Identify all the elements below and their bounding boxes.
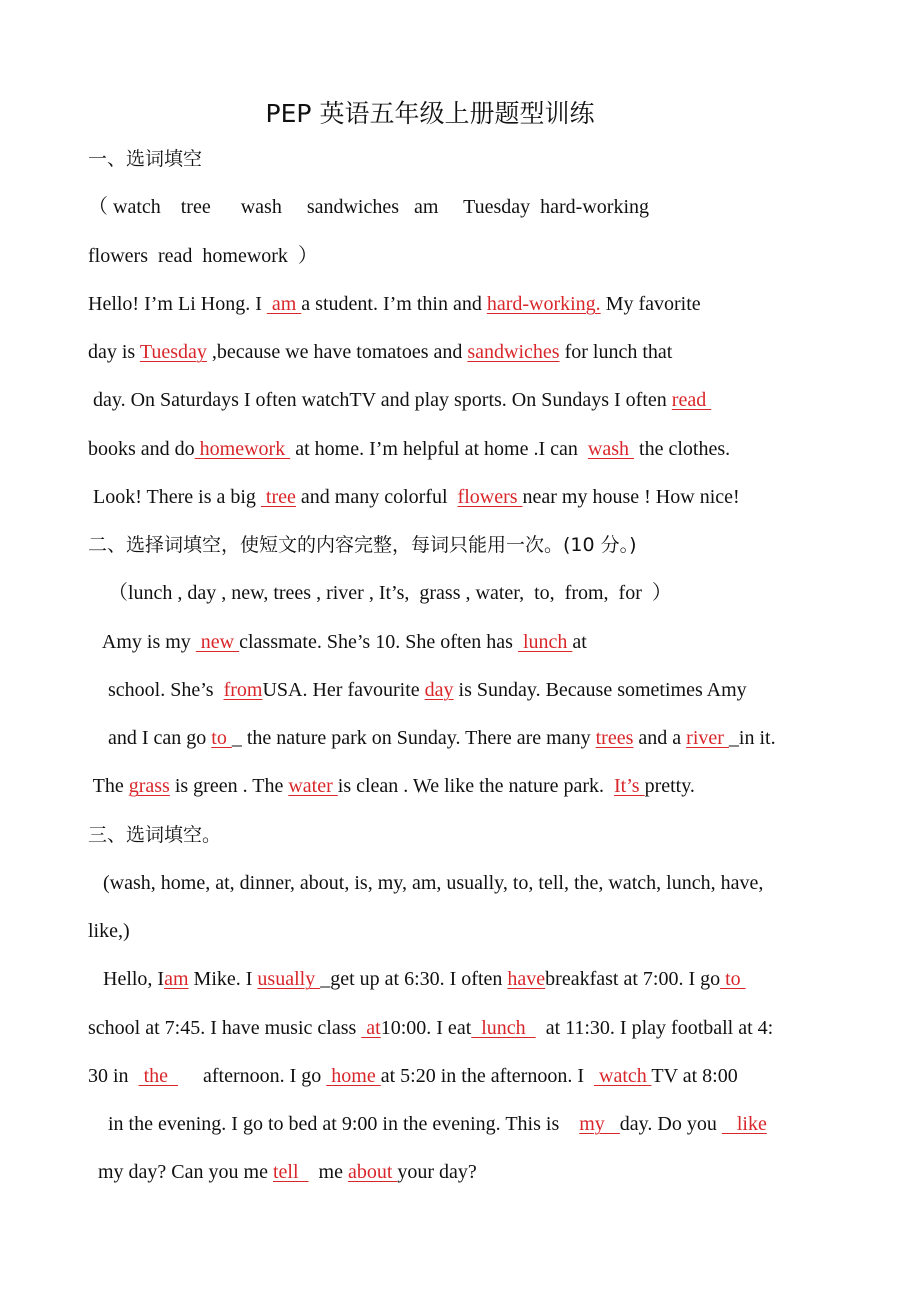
passage-text: school at 7:45. I have music class: [88, 1016, 362, 1039]
page-title: PEP 英语五年级上册题型训练: [265, 99, 595, 128]
passage-line: [88, 485, 740, 509]
passage-text: Look! There is a big: [88, 485, 261, 508]
passage-text: Hello! I’m Li Hong. I: [88, 292, 267, 315]
word-bank: like,): [88, 920, 130, 942]
answer-blank: watch: [594, 1064, 652, 1087]
passage-line: [88, 1064, 738, 1088]
answer-blank: my: [579, 1113, 620, 1135]
passage-text: day is: [88, 341, 140, 363]
passage-text: My favorite: [600, 292, 701, 315]
passage-text: ,because we have tomatoes and: [206, 341, 468, 363]
answer-blank: tree: [260, 485, 296, 508]
passage-line: [88, 1160, 477, 1184]
answer-blank: to: [720, 968, 746, 991]
passage-text: books and do: [88, 437, 195, 460]
passage-text: at 11:30. I play football at 4:: [535, 1016, 774, 1039]
passage-text: the clothes.: [634, 437, 731, 460]
passage-line: [88, 388, 711, 412]
passage-text: day. Do you: [619, 1113, 722, 1135]
answer-blank: water: [288, 775, 338, 798]
passage-text: is green . The: [169, 775, 289, 798]
passage-text: Hello, I: [88, 968, 165, 991]
word-bank: （lunch , day , new, trees , river , It’s, grass , water, to, from, for ）: [88, 582, 672, 605]
answer-blank: homework: [194, 437, 291, 460]
answer-blank: tell: [272, 1161, 309, 1184]
passage-text: The: [88, 775, 129, 798]
answer-blank: new: [195, 630, 240, 653]
passage-line: [88, 726, 776, 750]
word-bank: flowers read homework ）: [88, 244, 318, 267]
passage-line: [88, 437, 730, 461]
passage-line: [88, 678, 747, 702]
passage-text: 10:00. I eat: [380, 1016, 472, 1039]
passage-text: day. On Saturdays I often watchTV and play sports. On Sundays I often: [88, 389, 672, 412]
answer-blank: grass: [128, 775, 170, 798]
passage-text: my day? Can you me: [88, 1161, 273, 1184]
passage-text: _in it.: [728, 727, 776, 749]
passage-text: me: [308, 1161, 348, 1184]
passage-line: [88, 340, 672, 364]
answer-blank: the: [138, 1064, 178, 1087]
passage-text: school. She’s: [88, 678, 224, 701]
passage-line: [88, 967, 746, 991]
passage-text: classmate. She’s 10. She often has: [239, 630, 518, 653]
passage-line: [88, 292, 701, 316]
passage-line: [88, 774, 695, 798]
answer-blank: like: [721, 1113, 767, 1135]
answer-blank: trees: [595, 727, 634, 749]
passage-text: _ the nature park on Sunday. There are many: [231, 727, 596, 749]
answer-blank: have: [507, 968, 546, 991]
answer-blank: am: [164, 968, 189, 991]
section-heading: 二、选择词填空，使短文的内容完整，每词只能用一次。(10 分。): [88, 534, 637, 556]
passage-text: a student. I’m thin and: [301, 292, 487, 315]
word-bank: (wash, home, at, dinner, about, is, my, am, usually, to, tell, the, watch, lunch, have,: [88, 871, 764, 894]
answer-blank: river: [686, 727, 729, 749]
passage-text: for lunch that: [559, 341, 673, 363]
passage-line: [88, 1016, 773, 1040]
answer-blank: usually: [257, 968, 321, 991]
answer-blank: home: [326, 1064, 381, 1087]
passage-text: at: [572, 630, 587, 653]
answer-blank: from: [223, 678, 263, 701]
passage-text: near my house ! How nice!: [522, 485, 740, 508]
answer-blank: am: [266, 292, 302, 315]
passage-text: is Sunday. Because sometimes Amy: [453, 678, 747, 701]
answer-blank: lunch: [471, 1016, 536, 1039]
answer-blank: to: [211, 727, 232, 749]
passage-text: _get up at 6:30. I often: [320, 968, 508, 991]
passage-text: afternoon. I go: [178, 1064, 327, 1087]
section-heading: 三、选词填空。: [88, 823, 222, 846]
answer-blank: read: [671, 389, 712, 412]
passage-text: in the evening. I go to bed at 9:00 in the evening. This is: [88, 1113, 580, 1135]
section-heading: 一、选词填空: [88, 148, 203, 170]
answer-blank: at: [361, 1016, 381, 1039]
answer-blank: hard-working.: [486, 292, 601, 315]
answer-blank: Tuesday: [139, 341, 207, 363]
passage-text: and a: [633, 727, 687, 749]
answer-blank: It’s: [614, 775, 645, 798]
passage-text: your day?: [397, 1161, 477, 1184]
answer-blank: flowers: [457, 485, 523, 508]
passage-text: at home. I’m helpful at home .I can: [290, 437, 588, 460]
passage-text: and I can go: [88, 727, 212, 749]
answer-blank: lunch: [517, 630, 573, 653]
passage-text: and many colorful: [295, 485, 458, 508]
passage-text: breakfast at 7:00. I go: [545, 968, 721, 991]
passage-text: 30 in: [88, 1064, 139, 1087]
passage-line: [88, 630, 587, 654]
passage-text: is clean . We like the nature park.: [337, 775, 615, 798]
answer-blank: day: [424, 678, 454, 701]
passage-line: [88, 1112, 767, 1136]
passage-text: TV at 8:00: [651, 1064, 738, 1087]
passage-text: Amy is my: [88, 630, 196, 653]
answer-blank: wash: [587, 437, 635, 460]
answer-blank: about: [347, 1161, 398, 1184]
word-bank: （ watch tree wash sandwiches am Tuesday hard-working: [88, 196, 650, 219]
answer-blank: sandwiches: [467, 341, 560, 363]
passage-text: pretty.: [644, 775, 695, 798]
passage-text: USA. Her favourite: [262, 678, 425, 701]
passage-text: at 5:20 in the afternoon. I: [380, 1064, 595, 1087]
passage-text: Mike. I: [188, 968, 258, 991]
